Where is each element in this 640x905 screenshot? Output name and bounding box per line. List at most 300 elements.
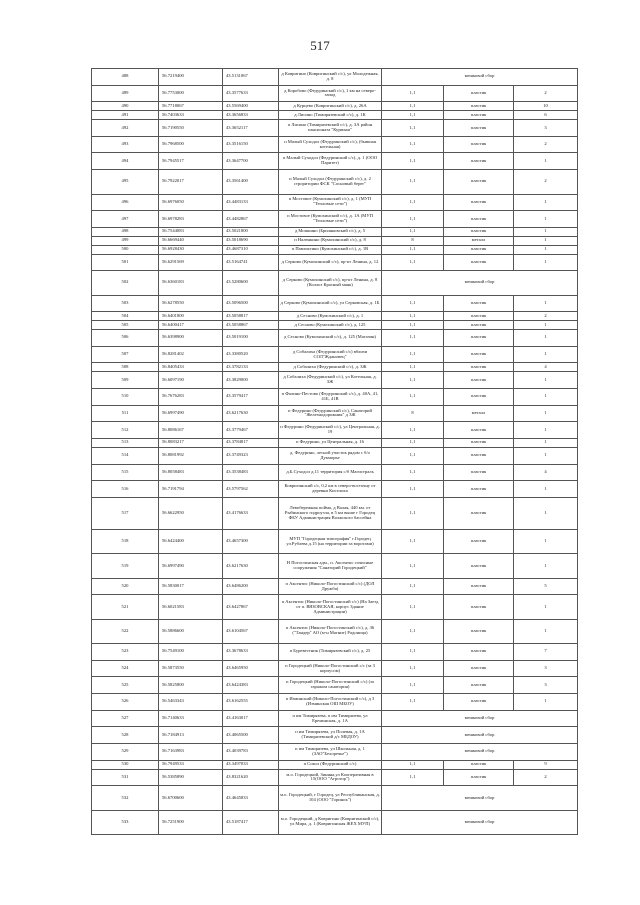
table-body (92, 69, 578, 835)
collection-method-cell: мешковой сбор (382, 744, 578, 761)
container-type-cell: пластик (444, 245, 514, 254)
row-number-cell: 499 (92, 236, 159, 245)
latitude-cell: 56.6976050 (159, 194, 223, 211)
address-cell: д Ковригино (Ковригинский с/с), ул Молодежная, д. 8 (279, 69, 382, 86)
table-row (92, 529, 578, 553)
address-cell: д Курцево (Ковригинский с/с), д. 26А (279, 102, 382, 111)
row-number-cell: 512 (92, 422, 159, 439)
container-volume-cell: 1,1 (382, 529, 444, 553)
longitude-cell: 43.4645833 (223, 786, 279, 810)
table-row (92, 153, 578, 170)
container-count-cell: 1 (514, 481, 578, 498)
longitude-cell: 43.5096500 (223, 295, 279, 312)
container-count-cell: 1 (514, 447, 578, 464)
container-volume-cell: 1,1 (382, 254, 444, 271)
table-row (92, 363, 578, 372)
container-volume-cell: 1,1 (382, 554, 444, 578)
address-cell: п Аксентис (Николо-Погостинский с/с), д. 36 ("Тандер" АО (м-н Магнит) Радоница) (279, 619, 382, 643)
row-number-cell: 516 (92, 481, 159, 498)
row-number-cell: 488 (92, 69, 159, 86)
container-count-cell: 1 (514, 346, 578, 363)
container-type-cell: пластик (444, 769, 514, 786)
longitude-cell: 43.4483133 (223, 194, 279, 211)
latitude-cell: 56.7968500 (159, 136, 223, 153)
longitude-cell: 43.4482867 (223, 211, 279, 228)
collection-method-cell: мешковой сбор (382, 69, 578, 86)
row-number-cell: 503 (92, 295, 159, 312)
latitude-cell: 56.6398900 (159, 330, 223, 347)
table-row (92, 578, 578, 595)
address-cell: д Мошкино (Бриляковский с/с), д. 5 (279, 227, 382, 236)
table-row (92, 727, 578, 744)
longitude-cell: 43.5797562 (223, 481, 279, 498)
longitude-cell: 43.6217630 (223, 405, 279, 422)
container-count-cell: 1 (514, 245, 578, 254)
table-row (92, 295, 578, 312)
latitude-cell: 56.5463343 (159, 694, 223, 711)
container-volume-cell: 1,1 (382, 111, 444, 120)
table-row (92, 194, 578, 211)
latitude-cell: 56.5886600 (159, 619, 223, 643)
container-type-cell: пластик (444, 677, 514, 694)
row-number-cell: 510 (92, 389, 159, 406)
address-cell: п Городецкий (Николо-Погостинский с/с (за 3 корпусом) (279, 660, 382, 677)
longitude-cell: 43.6424383 (223, 677, 279, 694)
container-count-cell: 1 (514, 153, 578, 170)
longitude-cell: 43.4657300 (223, 529, 279, 553)
container-volume-cell: 1,1 (382, 102, 444, 111)
container-count-cell: 1 (514, 529, 578, 553)
latitude-cell: 56.7163983 (159, 744, 223, 761)
table-row (92, 227, 578, 236)
container-count-cell: 9 (514, 760, 578, 769)
row-number-cell: 509 (92, 372, 159, 389)
row-number-cell: 518 (92, 529, 159, 553)
container-volume-cell: 1,1 (382, 694, 444, 711)
row-number-cell: 500 (92, 245, 159, 254)
row-number-cell: 489 (92, 85, 159, 102)
latitude-cell: 56.8058483 (159, 464, 223, 481)
container-type-cell: пластик (444, 694, 514, 711)
address-cell: п Фалино-Пестово (Федуринский с/с), д. 40А, 41, 41Б, 41В (279, 389, 382, 406)
row-number-cell: 513 (92, 438, 159, 447)
container-count-cell: 10 (514, 102, 578, 111)
container-count-cell: 1 (514, 422, 578, 439)
row-number-cell: 493 (92, 136, 159, 153)
latitude-cell: 56.6360183 (159, 271, 223, 295)
container-type-cell: пластик (444, 312, 514, 321)
table-row (92, 710, 578, 727)
address-cell: п Федурино (Федуринский с/с), Санаторий "Железнодорожник" д 3Ж (279, 405, 382, 422)
container-volume-cell: 1,1 (382, 346, 444, 363)
address-cell: Н Погостинская адм., п. Аксентис сочисные сооружения "Санаторий Городецкий" (279, 554, 382, 578)
container-volume-cell: 1,1 (382, 481, 444, 498)
latitude-cell: 56.6700600 (159, 786, 223, 810)
container-sites-table (91, 68, 578, 835)
container-volume-cell: 1,1 (382, 295, 444, 312)
container-count-cell: 1 (514, 321, 578, 330)
row-number-cell: 517 (92, 497, 159, 529)
container-volume-cell: 1,1 (382, 194, 444, 211)
container-count-cell: 1 (514, 211, 578, 228)
row-number-cell: 501 (92, 254, 159, 271)
table-row (92, 321, 578, 330)
latitude-cell: 56.8405433 (159, 363, 223, 372)
container-volume-cell: 1,1 (382, 245, 444, 254)
container-type-cell: пластик (444, 85, 514, 102)
container-volume-cell: 8 (382, 405, 444, 422)
container-count-cell: 1 (514, 254, 578, 271)
container-volume-cell: 1,1 (382, 438, 444, 447)
longitude-cell: 43.3561400 (223, 170, 279, 194)
longitude-cell: 43.3749323 (223, 447, 279, 464)
container-volume-cell: 1,1 (382, 595, 444, 619)
row-number-cell: 531 (92, 769, 159, 786)
address-cell: п Малый Суходол (Федуринский с/с), д. 1 (ООО Паритет) (279, 153, 382, 170)
row-number-cell: 491 (92, 111, 159, 120)
latitude-cell: 56.6291569 (159, 254, 223, 271)
container-volume-cell: 1,1 (382, 136, 444, 153)
row-number-cell: 496 (92, 194, 159, 211)
latitude-cell: 56.8083217 (159, 438, 223, 447)
latitude-cell: 56.7922017 (159, 170, 223, 194)
longitude-cell: 43.4687310 (223, 245, 279, 254)
longitude-cell: 43.5131067 (223, 69, 279, 86)
container-volume-cell: 1,1 (382, 447, 444, 464)
address-cell: д. Федурино, лесной участок рядом с б/о Дукморье (279, 447, 382, 464)
row-number-cell: 507 (92, 346, 159, 363)
latitude-cell: 56.7219400 (159, 69, 223, 86)
address-cell: МУП "Городецкая типография" г.Городец ул.Рублева д.15 (на территории за воротами) (279, 529, 382, 553)
address-cell: м.о. Городецкий, Зиняна,ул Кооперативная в 15(ООО "Агротор") (279, 769, 382, 786)
container-type-cell: металл (444, 236, 514, 245)
container-count-cell: 2 (514, 769, 578, 786)
longitude-cell: 43.5019100 (223, 330, 279, 347)
longitude-cell: 43.6162555 (223, 694, 279, 711)
table-row (92, 660, 578, 677)
longitude-cell: 43.3579417 (223, 389, 279, 406)
table-row (92, 481, 578, 498)
row-number-cell: 523 (92, 644, 159, 661)
row-number-cell: 506 (92, 330, 159, 347)
container-type-cell: пластик (444, 481, 514, 498)
longitude-cell: 43.4065500 (223, 727, 279, 744)
address-cell: д Сесново (Кумохинский с/с), д. 125 (Магазин) (279, 330, 382, 347)
address-cell: д Собалиха (Федуринский с/с) вблизи СОЛ"Ждановец" (279, 346, 382, 363)
address-cell: п Малый Суходол (Федуринский с/с), д. 2 строритории ФСК "Сосновый берег" (279, 170, 382, 194)
longitude-cell: 43.6465950 (223, 660, 279, 677)
longitude-cell: 43.3516150 (223, 136, 279, 153)
row-number-cell: 520 (92, 578, 159, 595)
latitude-cell: 56.8086167 (159, 422, 223, 439)
container-type-cell: пластик (444, 136, 514, 153)
container-type-cell: пластик (444, 111, 514, 120)
latitude-cell: 56.6978283 (159, 211, 223, 228)
container-type-cell: пластик (444, 644, 514, 661)
container-type-cell: пластик (444, 438, 514, 447)
container-type-cell: пластик (444, 153, 514, 170)
container-type-cell: пластик (444, 497, 514, 529)
latitude-cell: 56.7753000 (159, 85, 223, 102)
longitude-cell: 43.5058867 (223, 321, 279, 330)
container-type-cell: металл (444, 405, 514, 422)
address-cell: п им Тимирязева, п им Тимирязева, ул Ереминская, д. 1А (279, 710, 382, 727)
address-cell: п им Тимирязева, ул Школьная, д. 1 (ЗАО"Белоречье") (279, 744, 382, 761)
table-row (92, 447, 578, 464)
container-volume-cell: 1,1 (382, 312, 444, 321)
latitude-cell: 56.6278550 (159, 295, 223, 312)
container-volume-cell: 1,1 (382, 170, 444, 194)
table-row (92, 236, 578, 245)
longitude-cell: 43.5280600 (223, 271, 279, 295)
table-row (92, 464, 578, 481)
container-type-cell: пластик (444, 194, 514, 211)
address-cell: м.о. Городецкий, д Ковригино (Ковригинский с/с), ул Мира, д. 1 (Ковригинская ЖЕХ МУП) (279, 810, 382, 834)
latitude-cell: 56.6400417 (159, 321, 223, 330)
container-volume-cell: 1,1 (382, 363, 444, 372)
address-cell: д Собалиха (Федуринский с/с), д. 3Ж (279, 363, 382, 372)
row-number-cell: 522 (92, 619, 159, 643)
latitude-cell: 56.6622950 (159, 497, 223, 529)
address-cell: п Городецкий (Николо-Погостинский с/с) (за гаражом санатория) (279, 677, 382, 694)
table-row (92, 120, 578, 137)
container-type-cell: пластик (444, 120, 514, 137)
container-count-cell: 2 (514, 312, 578, 321)
latitude-cell: 56.5825800 (159, 677, 223, 694)
container-type-cell: пластик (444, 372, 514, 389)
table-row (92, 405, 578, 422)
latitude-cell: 56.6997490 (159, 554, 223, 578)
collection-method-cell: мешковой сбор (382, 786, 578, 810)
address-cell: п им Тимирязева, ул Полевая, д. 1А (Тимирязевский д/с МБДОУ) (279, 727, 382, 744)
table-row (92, 111, 578, 120)
row-number-cell: 528 (92, 727, 159, 744)
longitude-cell: 43.5164741 (223, 254, 279, 271)
container-count-cell: 1 (514, 389, 578, 406)
row-number-cell: 524 (92, 660, 159, 677)
collection-method-cell: мешковой сбор (382, 271, 578, 295)
latitude-cell: 56.5873550 (159, 660, 223, 677)
longitude-cell: 43.3779467 (223, 422, 279, 439)
container-volume-cell: 1,1 (382, 619, 444, 643)
container-volume-cell: 1,1 (382, 677, 444, 694)
address-cell: Левобережная пойма, д Валая, 440 км. от Рыбинского гидроузла, в 5 км выше г Городец ФБУ Администрация Волжского бассейна (279, 497, 382, 529)
row-number-cell: 497 (92, 211, 159, 228)
container-volume-cell: 1,1 (382, 769, 444, 786)
row-number-cell: 519 (92, 554, 159, 578)
table-row (92, 595, 578, 619)
table-row (92, 102, 578, 111)
container-count-cell: 1 (514, 194, 578, 211)
longitude-cell: 43.3782133 (223, 363, 279, 372)
table-row (92, 69, 578, 86)
table-row (92, 136, 578, 153)
table-row (92, 312, 578, 321)
container-volume-cell: 1,1 (382, 578, 444, 595)
table-row (92, 810, 578, 834)
row-number-cell: 504 (92, 312, 159, 321)
row-number-cell: 515 (92, 464, 159, 481)
address-cell: п Малый Суходол (Федуринский с/с), (бывшая котельная) (279, 136, 382, 153)
container-count-cell: 2 (514, 85, 578, 102)
latitude-cell: 56.6097190 (159, 372, 223, 389)
table-row (92, 389, 578, 406)
latitude-cell: 56.6401800 (159, 312, 223, 321)
container-type-cell: пластик (444, 595, 514, 619)
address-cell: м.о. Городецкий, г Городец, ул Республиканская, д. 104 (ООО "Горинок") (279, 786, 382, 810)
longitude-cell: 43.3652117 (223, 120, 279, 137)
table-row (92, 372, 578, 389)
table-row (92, 619, 578, 643)
table-row (92, 644, 578, 661)
address-cell: д Сесново (Кумохинский с/с), д. 125 (279, 321, 382, 330)
container-type-cell: пластик (444, 464, 514, 481)
latitude-cell: 56.7945517 (159, 153, 223, 170)
row-number-cell: 532 (92, 786, 159, 810)
container-count-cell: 3 (514, 120, 578, 137)
table-row (92, 170, 578, 194)
address-cell: п Федурино (Федуринский с/с), ул Центральная, д. 19 (279, 422, 382, 439)
container-type-cell: пластик (444, 529, 514, 553)
container-count-cell: 1 (514, 236, 578, 245)
latitude-cell: 56.6021583 (159, 595, 223, 619)
container-count-cell: 1 (514, 595, 578, 619)
address-cell: п Мостовое (Кумохинский с/с), д. 1А (МУП "Тепловые сети") (279, 211, 382, 228)
container-count-cell: 6 (514, 111, 578, 120)
table-row (92, 254, 578, 271)
table-row (92, 85, 578, 102)
latitude-cell: 56.8081992 (159, 447, 223, 464)
container-type-cell: пластик (444, 422, 514, 439)
row-number-cell: 505 (92, 321, 159, 330)
address-cell: п Наленкино (Кумохинский с/с), д. 8 (279, 236, 382, 245)
table-row (92, 786, 578, 810)
container-count-cell: 4 (514, 464, 578, 481)
container-type-cell: пластик (444, 578, 514, 595)
container-volume-cell: 1,1 (382, 760, 444, 769)
latitude-cell: 56.5385890 (159, 769, 223, 786)
container-volume-cell: 1,1 (382, 389, 444, 406)
address-cell: п Лисино (Тимирязевский с/с), д. 3А район пансионата "Курмыш" (279, 120, 382, 137)
address-cell: п Аксентис (Николо-Погостинский с/с) (На Заезд от п. ВЯЗОВСКАЯ, корпус Здание Администрации) (279, 595, 382, 619)
address-cell: п Федурино, ул Центральная, д. 16 (279, 438, 382, 447)
longitude-cell: 43.3380520 (223, 346, 279, 363)
longitude-cell: 43.4176633 (223, 497, 279, 529)
latitude-cell: 56.7949533 (159, 760, 223, 769)
longitude-cell: 43.3577633 (223, 85, 279, 102)
latitude-cell: 56.7184913 (159, 727, 223, 744)
row-number-cell: 502 (92, 271, 159, 295)
container-volume-cell: 1,1 (382, 660, 444, 677)
container-volume-cell: 1,1 (382, 211, 444, 228)
table-row (92, 346, 578, 363)
container-volume-cell: 1,1 (382, 120, 444, 137)
container-count-cell: 2 (514, 170, 578, 194)
container-count-cell: 2 (514, 136, 578, 153)
longitude-cell: 43.3656833 (223, 111, 279, 120)
collection-method-cell: мешковой сбор (382, 710, 578, 727)
container-count-cell: 1 (514, 497, 578, 529)
container-count-cell: 1 (514, 554, 578, 578)
row-number-cell: 533 (92, 810, 159, 834)
address-cell: Ковригинский с/с, 0,2 км в северо-восточну от деревни Киселиха (279, 481, 382, 498)
container-count-cell: 1 (514, 619, 578, 643)
container-volume-cell: 1,1 (382, 464, 444, 481)
address-cell: д Серково (Кумохинский с/с), пр-кт Ленина, д. 12 (279, 254, 382, 271)
longitude-cell: 43.3497033 (223, 760, 279, 769)
table-row (92, 760, 578, 769)
longitude-cell: 43.3538483 (223, 464, 279, 481)
longitude-cell: 43.5058817 (223, 312, 279, 321)
longitude-cell: 43.6427867 (223, 595, 279, 619)
row-number-cell: 498 (92, 227, 159, 236)
row-number-cell: 495 (92, 170, 159, 194)
container-type-cell: пластик (444, 363, 514, 372)
address-cell: д Лисино (Тимирязевский с/с), д. 1К (279, 111, 382, 120)
container-type-cell: пластик (444, 102, 514, 111)
table-row (92, 769, 578, 786)
container-type-cell: пластик (444, 330, 514, 347)
container-type-cell: пластик (444, 660, 514, 677)
container-count-cell: 1 (514, 405, 578, 422)
address-cell: п Буревестник (Тимирязевский с/с), д. 25 (279, 644, 382, 661)
container-volume-cell: 1,1 (382, 153, 444, 170)
address-cell: д Серково (Кумохинский с/с), пр-кт Ленина, д. 8 (Колхоз Красный маяк) (279, 271, 382, 295)
container-volume-cell: 1,1 (382, 644, 444, 661)
row-number-cell: 492 (92, 120, 159, 137)
container-type-cell: пластик (444, 760, 514, 769)
latitude-cell: 56.8281402 (159, 346, 223, 363)
address-cell: п Павлоктино (Кумохинский с/с), д. 1В (279, 245, 382, 254)
longitude-cell: 43.6217630 (223, 554, 279, 578)
container-volume-cell: 8 (382, 236, 444, 245)
container-volume-cell: 1,1 (382, 330, 444, 347)
longitude-cell: 43.5187417 (223, 810, 279, 834)
table-row (92, 211, 578, 228)
latitude-cell: 56.7251900 (159, 810, 223, 834)
container-volume-cell: 1,1 (382, 372, 444, 389)
address-cell: п Мостовое (Кумохинский с/с), д. 1 (МУП "Тепловые сети") (279, 194, 382, 211)
container-type-cell: пластик (444, 321, 514, 330)
container-volume-cell: 1,1 (382, 422, 444, 439)
container-type-cell: пластик (444, 227, 514, 236)
container-count-cell: 1 (514, 227, 578, 236)
container-type-cell: пластик (444, 211, 514, 228)
container-count-cell: 1 (514, 694, 578, 711)
latitude-cell: 56.7718067 (159, 102, 223, 111)
container-count-cell: 7 (514, 644, 578, 661)
container-count-cell: 1 (514, 330, 578, 347)
row-number-cell: 511 (92, 405, 159, 422)
container-volume-cell: 1,1 (382, 227, 444, 236)
container-volume-cell: 1,1 (382, 497, 444, 529)
table-row (92, 694, 578, 711)
container-count-cell: 1 (514, 295, 578, 312)
longitude-cell: 43.6486200 (223, 578, 279, 595)
longitude-cell: 43.3829000 (223, 372, 279, 389)
address-cell: п Изминский (Николо-Погостинский с/с), д 3 (Изминская ОШ МБОУ) (279, 694, 382, 711)
longitude-cell: 43.5021800 (223, 227, 279, 236)
longitude-cell: 43.3647700 (223, 153, 279, 170)
latitude-cell: 56.7676283 (159, 389, 223, 406)
row-number-cell: 527 (92, 710, 159, 727)
longitude-cell: 43.8321620 (223, 769, 279, 786)
address-cell: д.Б.Суходол д.11 территория с/б Магистраль (279, 464, 382, 481)
container-count-cell: 1 (514, 438, 578, 447)
latitude-cell: 56.6928430 (159, 245, 223, 254)
container-type-cell: пластик (444, 254, 514, 271)
row-number-cell: 526 (92, 694, 159, 711)
